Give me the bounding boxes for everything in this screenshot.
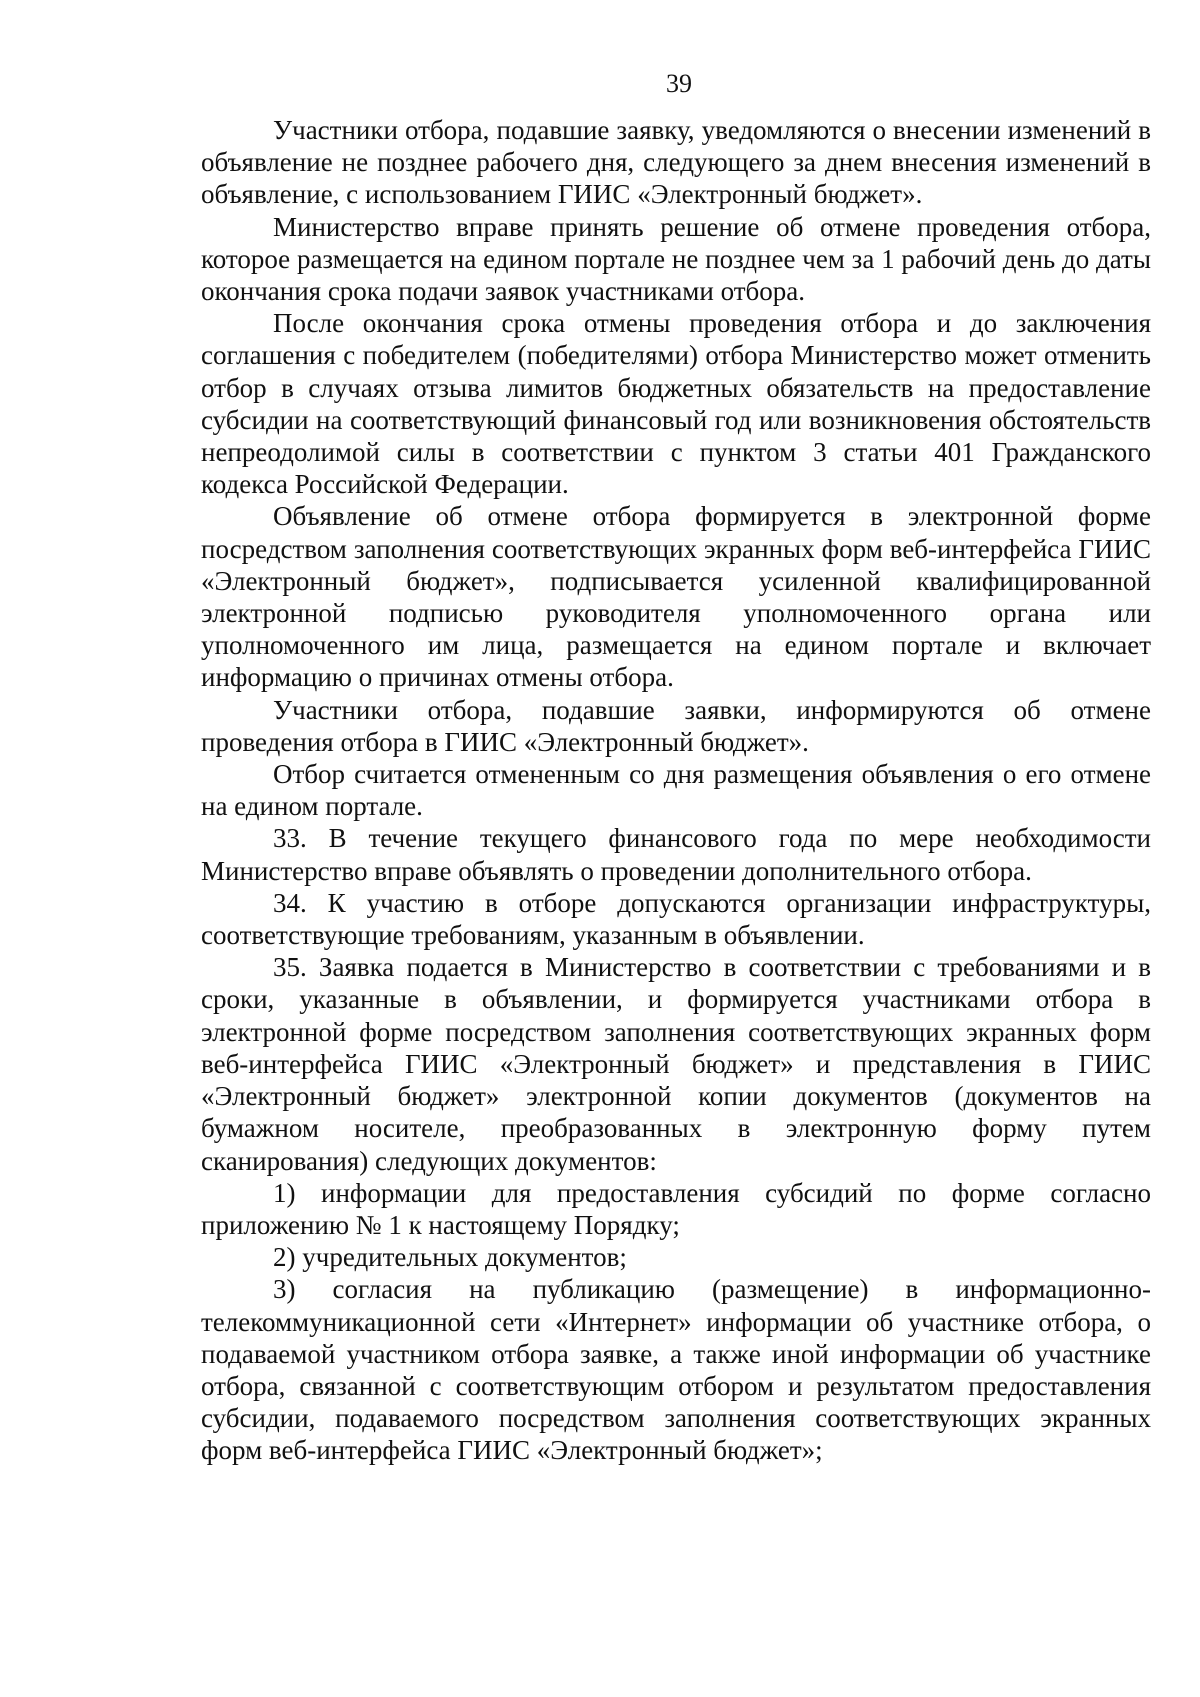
paragraph-item-35: 35. Заявка подается в Министерство в соответствии с требованиями и в сроки, указанные в объявлении, и формируется участниками отбора в электронной форме посредством заполнения соответствующих экранных форм веб-интерфейса ГИИС «Электронный бюджет» и представления в ГИИС «Электронный бюджет» электронной копии документов (документов на бумажном носителе, преобразованных в электронную форму путем сканирования) следующих документов: xyxy=(201,952,1151,1176)
paragraph-item-33: 33. В течение текущего финансового года по мере необходимости Министерство вправе объявлять о проведении дополнительного отбора. xyxy=(201,823,1151,886)
list-item-1: 1) информации для предоставления субсидий по форме согласно приложению № 1 к настоящему Порядку; xyxy=(201,1177,1151,1240)
paragraph-cancel-after-deadline: После окончания срока отмены проведения отбора и до заключения соглашения с победителем (победителями) отбора Министерство может отменить отбор в случаях отзыва лимитов бюджетных обязательств на предоставление субсидии на соответствующий финансовый год или возникновения обстоятельств непреодолимой силы в соответствии с пунктом 3 статьи 401 Гражданского кодекса Российской Федерации. xyxy=(201,308,1151,500)
paragraph-participants-notified: Участники отбора, подавшие заявку, уведомляются о внесении изменений в объявление не позднее рабочего дня, следующего за днем внесения изменений в объявление, с использованием ГИИС «Электронный бюджет». xyxy=(201,115,1151,210)
list-item-3: 3) согласия на публикацию (размещение) в информационно-телекоммуникационной сети «Интернет» информации об участнике отбора, о подаваемой участником отбора заявке, а также иной информации об участнике отбора, связанной с соответствующим отбором и результатом предоставления субсидии, подаваемого посредством заполнения соответствующих экранных форм веб-интерфейса ГИИС «Электронный бюджет»; xyxy=(201,1274,1151,1466)
paragraph-cancel-announcement: Объявление об отмене отбора формируется в электронной форме посредством заполнения соответствующих экранных форм веб-интерфейса ГИИС «Электронный бюджет», подписывается усиленной квалифицированной электронной подписью руководителя уполномоченного органа или уполномоченного им лица, размещается на едином портале и включает информацию о причинах отмены отбора. xyxy=(201,501,1151,693)
paragraph-ministry-cancel-right: Министерство вправе принять решение об отмене проведения отбора, которое размещается на едином портале не позднее чем за 1 рабочий день до даты окончания срока подачи заявок участниками отбора. xyxy=(201,211,1151,307)
document-body xyxy=(201,114,1151,1467)
paragraph-item-34: 34. К участию в отборе допускаются организации инфраструктуры, соответствующие требованиям, указанным в объявлении. xyxy=(201,887,1151,951)
page-number: 39 xyxy=(666,69,692,98)
paragraph-participants-informed: Участники отбора, подавшие заявки, информируются об отмене проведения отбора в ГИИС «Электронный бюджет». xyxy=(201,694,1151,757)
list-item-2: 2) учредительных документов; xyxy=(273,1242,627,1273)
paragraph-selection-cancelled: Отбор считается отмененным со дня размещения объявления о его отмене на едином портале. xyxy=(201,759,1151,822)
